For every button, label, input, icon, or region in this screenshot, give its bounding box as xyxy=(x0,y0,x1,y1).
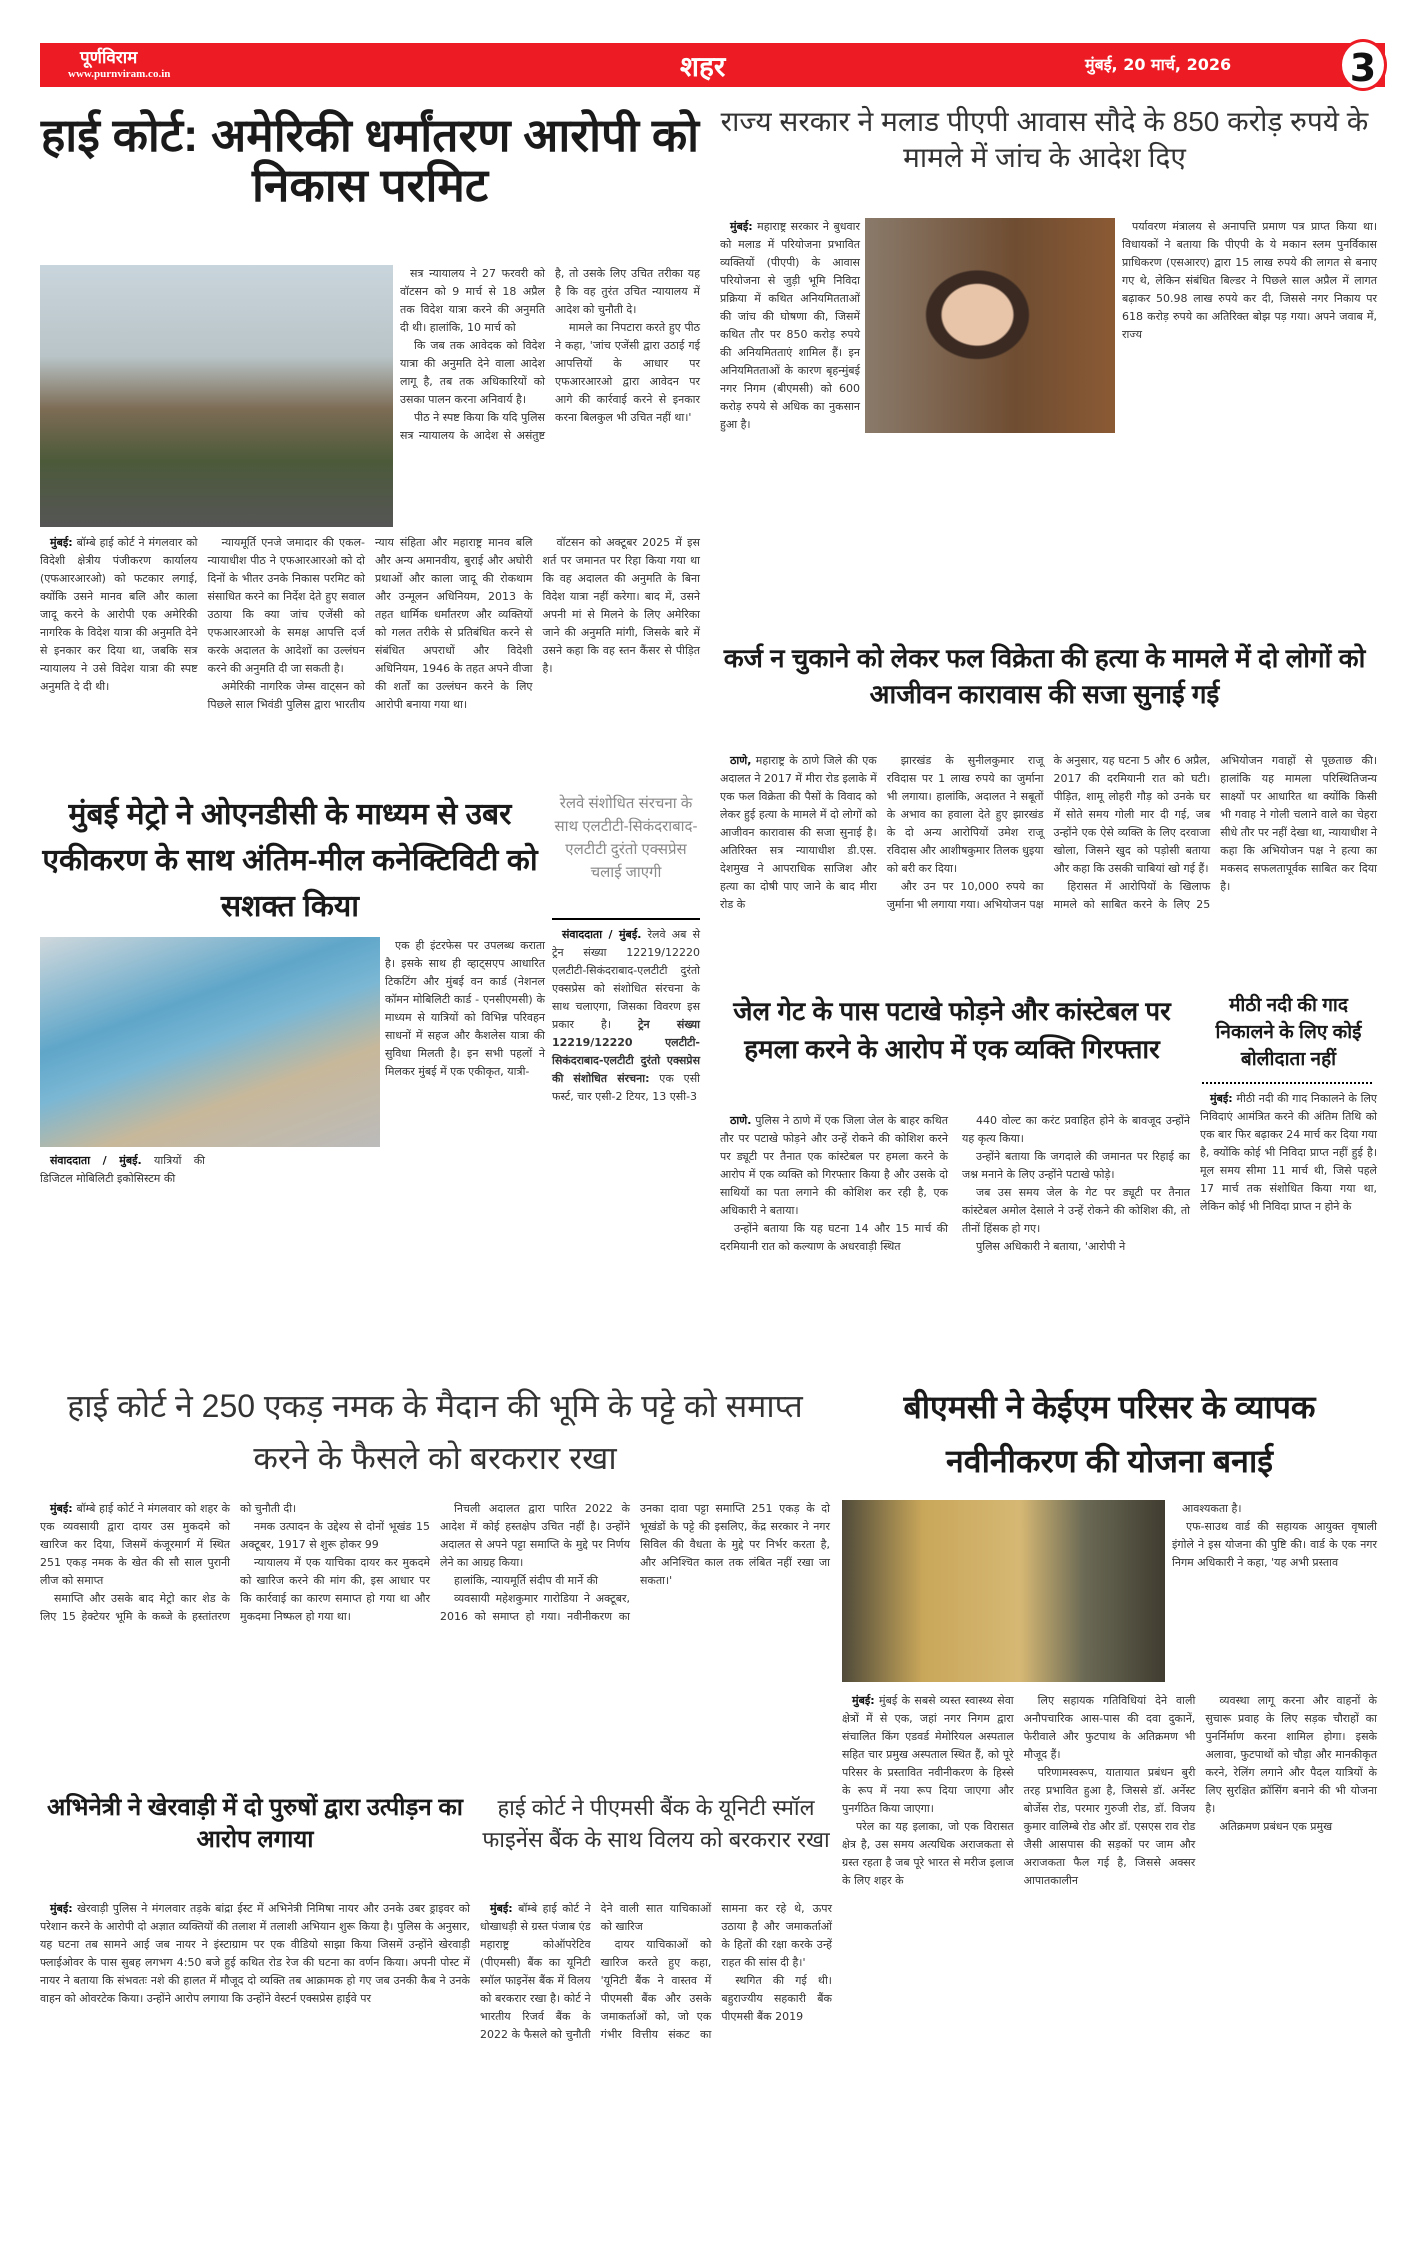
paragraph: पर्यावरण मंत्रालय से अनापत्ति प्रमाण पत्र प्राप्त किया था। विधायकों ने बताया कि पीएपी के ये मकान स्लम पुनर्विकास प्राधिकरण (एसआरए) द्वारा 15 लाख रुपये की लागत से बनाए गए थे, लेकिन संबंधित बिल्डर ने पिछले साल अप्रैल में लागत बढ़ाकर 50.98 लाख रुपये कर दी, जिससे नगर निकाय पर 618 करोड़ रुपये का अतिरिक्त बोझ पड़ गया। अपने जवाब में, राज्य xyxy=(1122,220,1377,341)
dateline: मुंबई: xyxy=(730,220,753,233)
paragraph: बॉम्बे हाई कोर्ट ने धोखाधड़ी से ग्रस्त पंजाब एंड महाराष्ट्र कोऑपरेटिव (पीएमसी) बैंक का यूनिटी स्मॉल फाइनेंस बैंक में विलय को बरकरार रखा है। कोर्ट ने भारतीय रिजर्व बैंक के 2022 के फैसले को चुनौती देने वाली सात याचिकाओं को खारिज xyxy=(480,1902,712,2041)
paragraph: यात्रियों की डिजिटल मोबिलिटी इकोसिस्टम की xyxy=(40,1154,206,1185)
dateline: मुंबई: xyxy=(852,1694,875,1707)
paragraph: सत्र न्यायालय ने 27 फरवरी को वॉटसन को 9 मार्च से 18 अप्रैल तक विदेश यात्रा करने की अनुमति दी थी। हालांकि, 10 मार्च को xyxy=(400,267,545,334)
paragraph: दायर याचिकाओं को खारिज करते हुए कहा, 'यूनिटी बैंक ने वास्तव में पीएमसी बैंक और उसके जमाकर्ताओं को, जो एक गंभीर वित्तीय संकट का सामना कर रहे थे, ऊपर उठाया है और जमाकर्ताओं के हितों की रक्षा करके उन्हें राहत की सांस दी है।' xyxy=(600,1902,832,2041)
paragraph: कि जब तक आवेदक को विदेश यात्रा की अनुमति देने वाला आदेश लागू है, तब तक अधिकारियों को उसका पालन करना अनिवार्य है। xyxy=(400,339,545,406)
story-exit-permit-body xyxy=(40,534,700,714)
headline-actress-harassment: अभिनेत्री ने खेरवाड़ी में दो पुरुषों द्वारा उत्पीड़न का आरोप लगाया xyxy=(47,1794,463,1853)
paragraph: परिणामस्वरूप, यातायात प्रबंधन बुरी तरह प्रभावित हुआ है, जिससे डॉ. अर्नेस्ट बोर्जेस रोड, परमार गुरुजी रोड, डॉ. विजय कुमार वालिम्बे रोड और डॉ. एसएस राव रोड जैसी आसपास की सड़कों पर जाम और अराजकता फैल गई है, जिससे अक्सर आपातकालीन xyxy=(1023,1766,1196,1887)
paragraph: लिए सहायक गतिविधियां देने वाली अनौपचारिक आस-पास की दवा दुकानें, फेरीवाले और फुटपाथ के अतिक्रमण भी मौजूद हैं। xyxy=(1023,1694,1196,1761)
paragraph: व्यवसायी महेशकुमार गारोडिया ने अक्टूबर, 2016 को समाप्त हो गया। नवीनीकरण का उनका दावा पट्टा समाप्ति 251 एकड़ के दो भूखंडों के पट्टे की इसलिए, केंद्र सरकार ने नगर सिविल की वैधता के मुद्दे पर निर्भर करता है, और अनिश्चित काल तक लंबित नहीं रखा जा सकता।' xyxy=(440,1502,830,1623)
dateline: ठाणे, xyxy=(730,754,752,767)
paragraph: उन्होंने बताया कि यह घटना 14 और 15 मार्च की दरमियानी रात को कल्याण के अधरवाड़ी स्थित xyxy=(720,1222,948,1253)
paragraph: हिरासत में आरोपियों के खिलाफ मामले को साबित करने के लिए 25 अभियोजन गवाहों से पूछताछ की। हालांकि यह मामला परिस्थितिजन्य साक्ष्यों पर आधारित था क्योंकि किसी भी गवाह ने गोली चलाने वाले का चेहरा सीधे तौर पर नहीं देखा था, न्यायाधीश ने कहा कि अभियोजन पक्ष ने हत्या का मकसद सफलतापूर्वक साबित कर दिया है। xyxy=(1053,754,1377,911)
divider xyxy=(552,918,700,920)
headline-malad-pap: राज्य सरकार ने मलाड पीएपी आवास सौदे के 850 करोड़ रुपये के मामले में जांच के आदेश दिए xyxy=(720,106,1369,173)
story-salt-pan-body xyxy=(40,1500,830,1626)
dateline: मुंबई: xyxy=(50,1502,73,1515)
paragraph: और उन पर 10,000 रुपये का जुर्माना भी लगाया गया। अभियोजन पक्ष के अनुसार, यह घटना 5 और 6 अप्रैल, 2017 की दरमियानी रात को घटी। पीड़ित, शामू लोहरी गौड़ को उनके घर में सोते समय गोली मार दी गई, जब उन्होंने एक ऐसे व्यक्ति के लिए दरवाजा खोला, जिसने खुद को पड़ोसी बताया और कहा कि उसकी चाबियां खो गई हैं। xyxy=(886,754,1211,911)
paragraph: निचली अदालत द्वारा पारित 2022 के आदेश में कोई हस्तक्षेप उचित नहीं है। उन्होंने अदालत से अपने पट्टा समाप्ति के मुद्दे पर निर्णय लेने का आग्रह किया। xyxy=(440,1502,630,1569)
kem-hospital-photo xyxy=(842,1500,1165,1682)
story-malad-body xyxy=(720,218,860,434)
paragraph: समाप्ति और उसके बाद मेट्रो कार शेड के लिए 15 हेक्टेयर भूमि के कब्जे के हस्तांतरण को चुनौती दी। xyxy=(40,1502,297,1623)
paragraph: एक ही इंटरफेस पर उपलब्ध कराता है। इसके साथ ही व्हाट्सएप आधारित टिकटिंग और मुंबई वन कार्ड (नेशनल कॉमन मोबिलिटी कार्ड - एनसीएमसी) के माध्यम से यात्रियों को विभिन्न परिवहन साधनों में सहज और कैशलेस यात्रा की सुविधा मिलती है। इन सभी पहलों ने मिलकर मुंबई में एक एकीकृत, यात्री- xyxy=(385,939,545,1078)
paragraph: रेलवे अब से ट्रेन संख्या 12219/12220 एलटीटी-सिकंदराबाद-एलटीटी दुरंतो एक्सप्रेस को संशोधित संरचना के साथ चलाएगा, जिसका विवरण इस प्रकार है। xyxy=(552,928,701,1031)
story-kem-body xyxy=(842,1692,1377,1890)
paragraph: परेल का यह इलाका, जो एक विरासत क्षेत्र है, उस समय अत्यधिक अराजकता से ग्रस्त रहता है जब पूरे भारत से मरीज इलाज के लिए शहर के xyxy=(842,1820,1014,1887)
paragraph: मीठी नदी की गाद निकालने के लिए निविदाएं आमंत्रित करने की अंतिम तिथि को एक बार फिर बढ़ाकर 24 मार्च कर दिया गया है, क्योंकि कोई भी निविदा प्राप्त नहीं हुई है। मूल समय सीमा 11 मार्च थी, जिसे पहले 17 मार्च तक संशोधित किया गया था, लेकिन कोई भी निविदा प्राप्त न होने के xyxy=(1200,1092,1377,1213)
story-rail-body xyxy=(552,926,700,1106)
paragraph: बॉम्बे हाई कोर्ट ने मंगलवार को शहर के एक व्यवसायी द्वारा दायर उस मुकदमे को खारिज कर दिया, जिसमें कंजूरमार्ग में स्थित 251 एकड़ नमक के खेत की सौ साल पुरानी लीज को समाप्त xyxy=(40,1502,230,1587)
dateline: मुंबई: xyxy=(50,536,73,549)
headline-salt-pan: हाई कोर्ट ने 250 एकड़ नमक के मैदान की भूमि के पट्टे को समाप्त करने के फैसले को बरकरार रखा xyxy=(67,1388,803,1476)
paragraph: उन्होंने बताया कि जगदाले की जमानत पर रिहाई का जश्न मनाने के लिए उन्होंने पटाखे फोड़े। xyxy=(962,1150,1190,1181)
paragraph: अतिक्रमण प्रबंधन एक प्रमुख xyxy=(1219,1820,1333,1833)
headline-rail-duronto: रेलवे संशोधित संरचना के साथ एलटीटी-सिकंदराबाद-एलटीटी दुरंतो एक्सप्रेस चलाई जाएगी xyxy=(554,795,698,881)
page-number: 3 xyxy=(1339,39,1387,91)
paragraph: पुलिस अधिकारी ने बताया, 'आरोपी ने xyxy=(976,1240,1126,1253)
dateline: ठाणे. xyxy=(730,1114,752,1127)
story-actress-body xyxy=(40,1900,470,2008)
masthead-bar xyxy=(40,43,1385,90)
divider xyxy=(1202,1082,1372,1084)
headline-jail-gate: जेल गेट के पास पटाखे फोड़ने और कांस्टेबल पर हमला करने के आरोप में एक व्यक्ति गिरफ्तार xyxy=(733,996,1171,1064)
paragraph-bold: ट्रेन संख्या 12219/12220 एलटीटी-सिकंदराबाद-एलटीटी दुरंतो एक्सप्रेस की संशोधित संरचना: xyxy=(552,1018,700,1085)
paragraph: मुंबई के सबसे व्यस्त स्वास्थ्य सेवा क्षेत्रों में से एक, जहां नगर निगम द्वारा संचालित किंग एडवर्ड मेमोरियल अस्पताल सहित चार प्रमुख अस्पताल स्थित हैं, को पूरे परिसर के प्रस्तावित नवीनीकरण के हिस्से के रूप में नया रूप दिया जाएगा और पुनर्गठित किया जाएगा। xyxy=(842,1694,1014,1815)
dateline: मुंबई: xyxy=(50,1902,73,1915)
paragraph: हालांकि, न्यायमूर्ति संदीप वी मार्ने की xyxy=(454,1574,598,1587)
paragraph: आवश्यकता है। xyxy=(1182,1502,1242,1515)
headline-mithi-river: मीठी नदी की गाद निकालने के लिए कोई बोलीदाता नहीं xyxy=(1215,995,1362,1070)
headline-fruit-vendor: कर्ज न चुकाने को लेकर फल विक्रेता की हत्या के मामले में दो लोगों को आजीवन कारावास की सजा सुनाई गई xyxy=(723,643,1366,709)
story-metro-continued xyxy=(385,937,545,1081)
story-kem-side xyxy=(1172,1500,1377,1572)
paragraph: खेरवाड़ी पुलिस ने मंगलवार तड़के बांद्रा ईस्ट में अभिनेत्री निमिषा नायर और उनके उबर ड्राइवर को परेशान करने के आरोपी दो अज्ञात व्यक्तियों की तलाश में तलाशी अभियान शुरू किया है। पुलिस के अनुसार, यह घटना तब सामने आई जब नायर ने इंस्टाग्राम पर एक वीडियो साझा किया जिसमें उन्होंने खेरवाड़ी फ्लाईओवर के पास सुबह लगभग 4:50 बजे हुई कथित रोड रेज की घटना का वर्णन किया। अपनी पोस्ट में नायर ने बताया कि संभवतः नशे की हालत में मौजूद दो व्यक्ति तब आक्रामक हो गए जब उनकी कैब ने उनके वाहन को ओवरटेक किया। उन्होंने आरोप लगाया कि उन्होंने वेस्टर्न एक्सप्रेस हाईवे पर xyxy=(40,1902,470,2005)
paragraph: बॉम्बे हाई कोर्ट ने मंगलवार को विदेशी क्षेत्रीय पंजीकरण कार्यालय (एफआरआरओ) को फटकार लगाई, क्योंकि उसने मानव बलि और काला जादू करने के आरोपी एक अमेरिकी नागरिक के विदेश यात्रा की अनुमति देने से इनकार कर दिया था, जबकि सत्र न्यायालय ने उसे विदेश यात्रा की स्पष्ट अनुमति दे दी थी। xyxy=(40,536,198,693)
paragraph: न्यायमूर्ति एनजे जमादार की एकल-न्यायाधीश पीठ ने एफआरआरओ को दो दिनों के भीतर उनके निकास परमिट को संसाधित करने का निर्देश देते हुए सवाल उठाया कि क्या जांच एजेंसी को एफआरआरओ के समक्ष आपत्ति दर्ज करके अदालत के आदेशों का उल्लंघन करने की अनुमति दी जा सकती है। xyxy=(207,536,365,675)
headline-metro-uber: मुंबई मेट्रो ने ओएनडीसी के माध्यम से उबर एकीकरण के साथ अंतिम-मील कनेक्टिविटी को सशक्त किया xyxy=(42,798,538,923)
paragraph: महाराष्ट्र सरकार ने बुधवार को मलाड में परियोजना प्रभावित व्यक्तियों (पीएपी) के आवास परियोजना से जुड़ी भूमि निविदा प्रक्रिया में कथित अनियमितताओं की जांच की घोषणा की, जिसमें कथित तौर पर 850 करोड़ रुपये की अनियमितताएं शामिल हैं। इन अनियमितताओं के कारण बृहन्मुंबई नगर निगम (बीएमसी) को 600 करोड़ रुपये से अधिक का नुकसान हुआ है। xyxy=(720,220,860,431)
paragraph: मामले का निपटारा करते हुए पीठ ने कहा, 'जांच एजेंसी द्वारा उठाई गई आपत्तियों के आधार पर एफआरआरओ द्वारा आवेदन पर आगे की कार्रवाई करने से इनकार करना बिलकुल भी उचित नहीं था।' xyxy=(555,321,700,424)
metro-train-photo xyxy=(40,937,380,1147)
paragraph: अमेरिकी नागरिक जेम्स वाट्सन को पिछले साल भिवंडी पुलिस द्वारा भारतीय न्याय संहिता और महाराष्ट्र मानव बलि और अन्य अमानवीय, बुराई और अघोरी प्रथाओं और काला जादू की रोकथाम और उन्मूलन अधिनियम, 2013 के तहत धार्मिक धर्मांतरण और व्यक्तियों को गलत तरीके से प्रतिबंधित करने से संबंधित अपराधों और विदेशी अधिनियम, 1946 के तहत अपने वीजा की शर्तों का उल्लंघन करने के लिए आरोपी बनाया गया था। xyxy=(207,536,533,711)
paragraph: न्यायालय में एक याचिका दायर कर मुकदमे को खारिज करने की मांग की, इस आधार पर कि कार्रवाई का कारण समाप्त हो गया था और मुकदमा निष्फल हो गया था। xyxy=(240,1556,430,1623)
paragraph: 440 वोल्ट का करंट प्रवाहित होने के बावजूद उन्होंने यह कृत्य किया। xyxy=(962,1114,1190,1145)
brand-name: पूर्णविराम xyxy=(80,48,138,68)
dateline: संवाददाता / मुंबई. xyxy=(50,1154,142,1167)
high-court-photo xyxy=(40,265,393,527)
story-pmc-body xyxy=(480,1900,832,2044)
paragraph: एफ-साउथ वार्ड की सहायक आयुक्त वृषाली इंगोले ने इस योजना की पुष्टि की। वार्ड के एक नगर निगम अधिकारी ने कहा, 'यह अभी प्रस्ताव xyxy=(1172,1520,1377,1569)
paragraph: झारखंड के सुनीलकुमार राजू रविदास पर 1 लाख रुपये का जुर्माना भी लगाया। हालांकि, अदालत ने सबूतों के अभाव का हवाला देते हुए झारखंड के दो अन्य आरोपियों उमेश राजू रविदास और आशीषकुमार तिलक धुइया को बरी कर दिया। xyxy=(886,754,1044,875)
section-title: शहर xyxy=(680,50,726,83)
website-link[interactable]: www.purnviram.co.in xyxy=(68,68,171,80)
headline-kem-renovation: बीएमसी ने केईएम परिसर के व्यापक नवीनीकरण की योजना बनाई xyxy=(903,1389,1316,1479)
paragraph: पुलिस ने ठाणे में एक जिला जेल के बाहर कथित तौर पर पटाखे फोड़ने और उन्हें रोकने की कोशिश करने पर ड्यूटी पर तैनात एक कांस्टेबल पर हमला करने के आरोप में एक व्यक्ति को गिरफ्तार किया है और उसके दो साथियों का पता लगाने की कोशिश कर रही है, एक अधिकारी ने बताया। xyxy=(720,1114,949,1217)
paragraph: एक एसी फर्स्ट, चार एसी-2 टियर, 13 एसी-3 xyxy=(552,1072,700,1103)
issue-date: मुंबई, 20 मार्च, 2026 xyxy=(1085,55,1232,74)
dateline: मुंबई: xyxy=(490,1902,513,1915)
paragraph: पीठ ने स्पष्ट किया कि यदि पुलिस सत्र न्यायालय के आदेश से असंतुष्ट है, तो उसके लिए उचित तरीका यह है कि वह तुरंत उचित न्यायालय में आदेश को चुनौती दे। xyxy=(400,267,700,442)
story-fruit-vendor-body xyxy=(720,752,1377,914)
story-exit-permit-continued xyxy=(400,265,700,445)
paragraph: स्थगित की गई थी। बहुराज्यीय सहकारी बैंक पीएमसी बैंक 2019 xyxy=(721,1974,832,2023)
story-malad-continued xyxy=(1122,218,1377,344)
paragraph: वॉटसन को अक्टूबर 2025 में इस शर्त पर जमानत पर रिहा किया गया था कि वह अदालत की अनुमति के बिना विदेश यात्रा नहीं करेगा। बाद में, उसने अपनी मां से मिलने के लिए अमेरिका जाने की अनुमति मांगी, जिसके बारे में उसने कहा कि वह स्तन कैंसर से पीड़ित है। xyxy=(542,536,700,675)
paragraph: नमक उत्पादन के उद्देश्य से दोनों भूखंड 15 अक्टूबर, 1917 से शुरू होकर 99 xyxy=(240,1520,430,1551)
paragraph: महाराष्ट्र के ठाणे जिले की एक अदालत ने 2017 में मीरा रोड इलाके में एक फल विक्रेता की पैसों के विवाद को लेकर हुई हत्या के मामले में दो लोगों को आजीवन कारावास की सजा सुनाई है। अतिरिक्त सत्र न्यायाधीश डी.एस. देशमुख ने आपराधिक साजिश और हत्या का दोषी पाए जाने के बाद मीरा रोड के xyxy=(720,754,877,911)
story-mithi-body xyxy=(1200,1090,1377,1216)
headline-exit-permit: हाई कोर्ट: अमेरिकी धर्मांतरण आरोपी को निकास परमिट xyxy=(40,109,700,211)
story-metro-body xyxy=(40,1152,380,1188)
headline-pmc-merger: हाई कोर्ट ने पीएमसी बैंक के यूनिटी स्मॉल फाइनेंस बैंक के साथ विलय को बरकरार रखा xyxy=(482,1795,830,1852)
dateline: संवाददाता / मुंबई. xyxy=(562,928,642,941)
story-jail-body xyxy=(720,1112,1190,1256)
paragraph: जब उस समय जेल के गेट पर ड्यूटी पर तैनात कांस्टेबल अमोल देसाले ने उन्हें रोकने की कोशिश की, तो तीनों हिंसक हो गए। xyxy=(962,1186,1190,1235)
official-portrait-photo xyxy=(865,218,1115,433)
paragraph: व्यवस्था लागू करना और वाहनों के सुचारू प्रवाह के लिए सड़क चौराहों का पुनर्निर्माण करना शामिल होगा। इसके अलावा, फुटपाथों को चौड़ा और मानकीकृत करने, रेलिंग लगाने और पैदल यात्रियों के लिए सुरक्षित क्रॉसिंग बनाने की भी योजना है। xyxy=(1205,1694,1377,1815)
dateline: मुंबई: xyxy=(1210,1092,1233,1105)
